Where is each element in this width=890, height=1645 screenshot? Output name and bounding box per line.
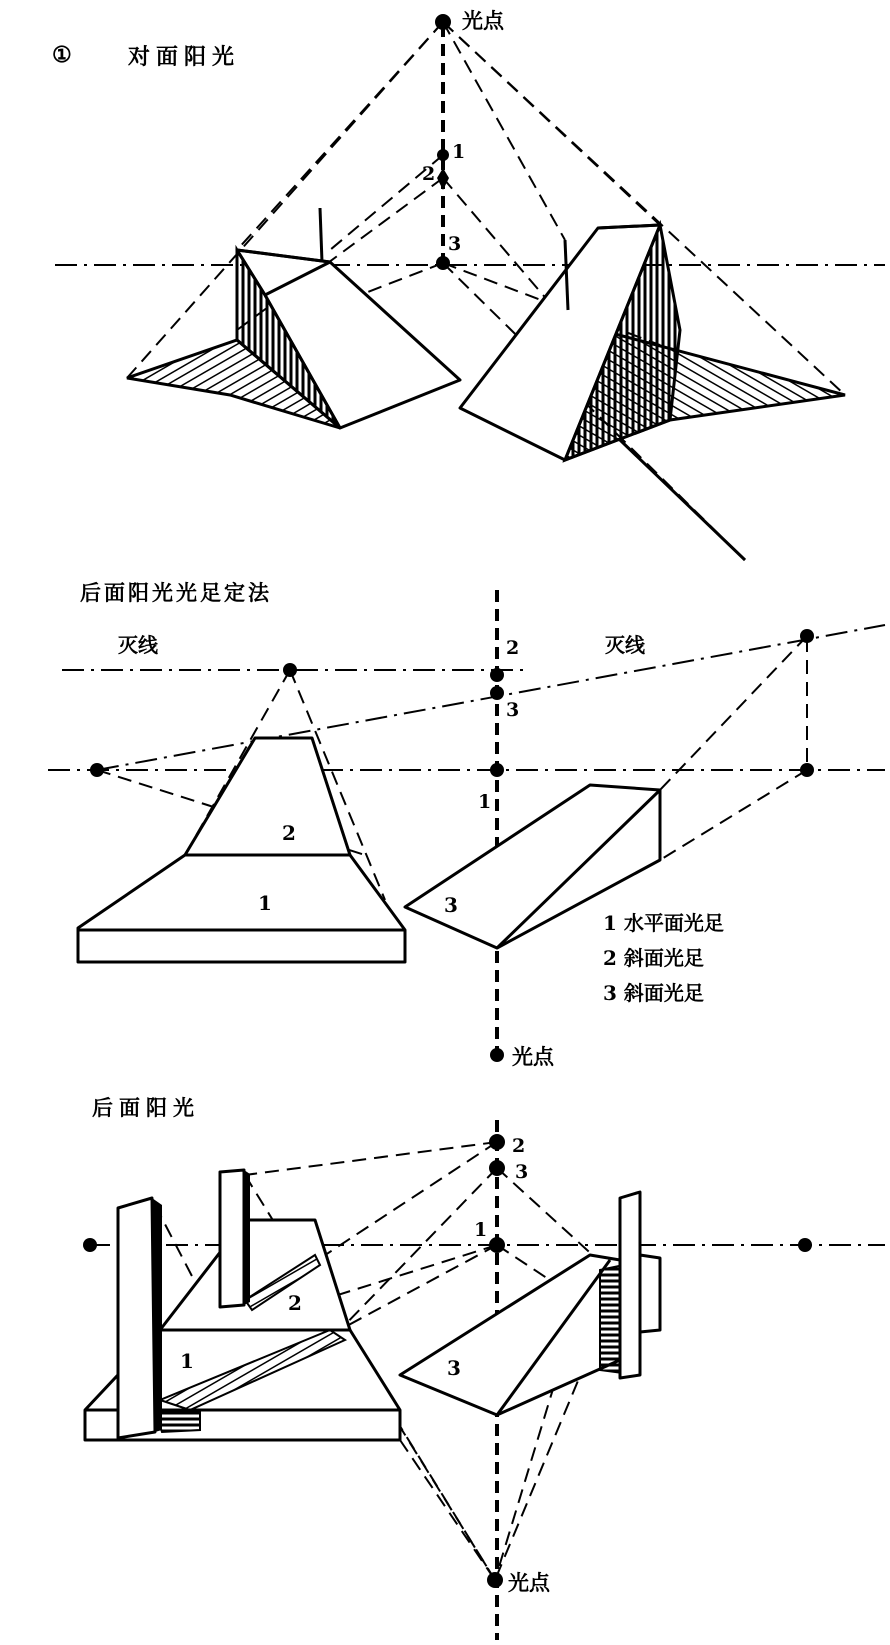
vanishing-line-right-label: 灭线 bbox=[605, 633, 645, 657]
section2-title: 后面阳光光足定法 bbox=[80, 581, 272, 605]
legend-item-3: 3 斜面光足 bbox=[603, 981, 704, 1005]
point-2-label-s3: 2 bbox=[512, 1135, 526, 1157]
left-wedge-object bbox=[127, 208, 460, 428]
light-point-label-2: 光点 bbox=[512, 1045, 554, 1069]
light-rays-1 bbox=[127, 22, 845, 560]
section1-number: ① bbox=[52, 42, 72, 68]
point-3-label: 3 bbox=[448, 233, 462, 255]
face-1-label-s2: 1 bbox=[258, 891, 272, 915]
legend-item-1: 1 水平面光足 bbox=[603, 911, 724, 935]
legend-item-2: 2 斜面光足 bbox=[603, 946, 704, 970]
point-1-label-s2: 1 bbox=[478, 791, 492, 813]
point-3-label-s2: 3 bbox=[506, 699, 520, 721]
stepped-block-object bbox=[78, 738, 405, 962]
section-back-light bbox=[83, 1096, 885, 1640]
section-back-light-method bbox=[48, 581, 885, 1069]
face-2-label-s3: 2 bbox=[288, 1291, 302, 1315]
point-3-marker-s2 bbox=[490, 686, 504, 700]
section3-title: 后面阳光 bbox=[92, 1096, 200, 1120]
face-3-label-s2: 3 bbox=[444, 893, 458, 917]
ramp-with-post bbox=[400, 1192, 660, 1415]
light-point-label-1: 光点 bbox=[462, 9, 504, 33]
face-3-label-s3: 3 bbox=[447, 1356, 461, 1380]
point-2-marker-s2 bbox=[490, 668, 504, 682]
vanishing-line-left-label: 灭线 bbox=[118, 633, 158, 657]
stepped-block-base bbox=[78, 855, 405, 962]
face-2-label-s2: 2 bbox=[282, 821, 296, 845]
right-post bbox=[620, 1192, 640, 1378]
light-point-label-3: 光点 bbox=[508, 1571, 550, 1595]
rear-post bbox=[220, 1170, 244, 1307]
right-wedge-object bbox=[460, 225, 845, 560]
face-1-label-s3: 1 bbox=[180, 1349, 194, 1373]
sloped-vanishing-line bbox=[97, 625, 885, 770]
light-point-2 bbox=[490, 1048, 504, 1062]
point-1-label: 1 bbox=[452, 141, 466, 163]
point-3-label-s3: 3 bbox=[515, 1161, 529, 1183]
left-pole bbox=[320, 208, 322, 262]
section1-title: 对面阳光 bbox=[128, 45, 241, 70]
point-2-label-s2: 2 bbox=[506, 637, 520, 659]
section-front-light bbox=[52, 9, 885, 560]
left-front-post bbox=[118, 1198, 155, 1438]
block-top-3 bbox=[160, 1220, 350, 1330]
legend bbox=[603, 911, 724, 1005]
point-1-label-s3: 1 bbox=[474, 1219, 488, 1241]
point-2-label: 2 bbox=[422, 163, 436, 185]
stepped-block-with-posts bbox=[85, 1170, 400, 1440]
